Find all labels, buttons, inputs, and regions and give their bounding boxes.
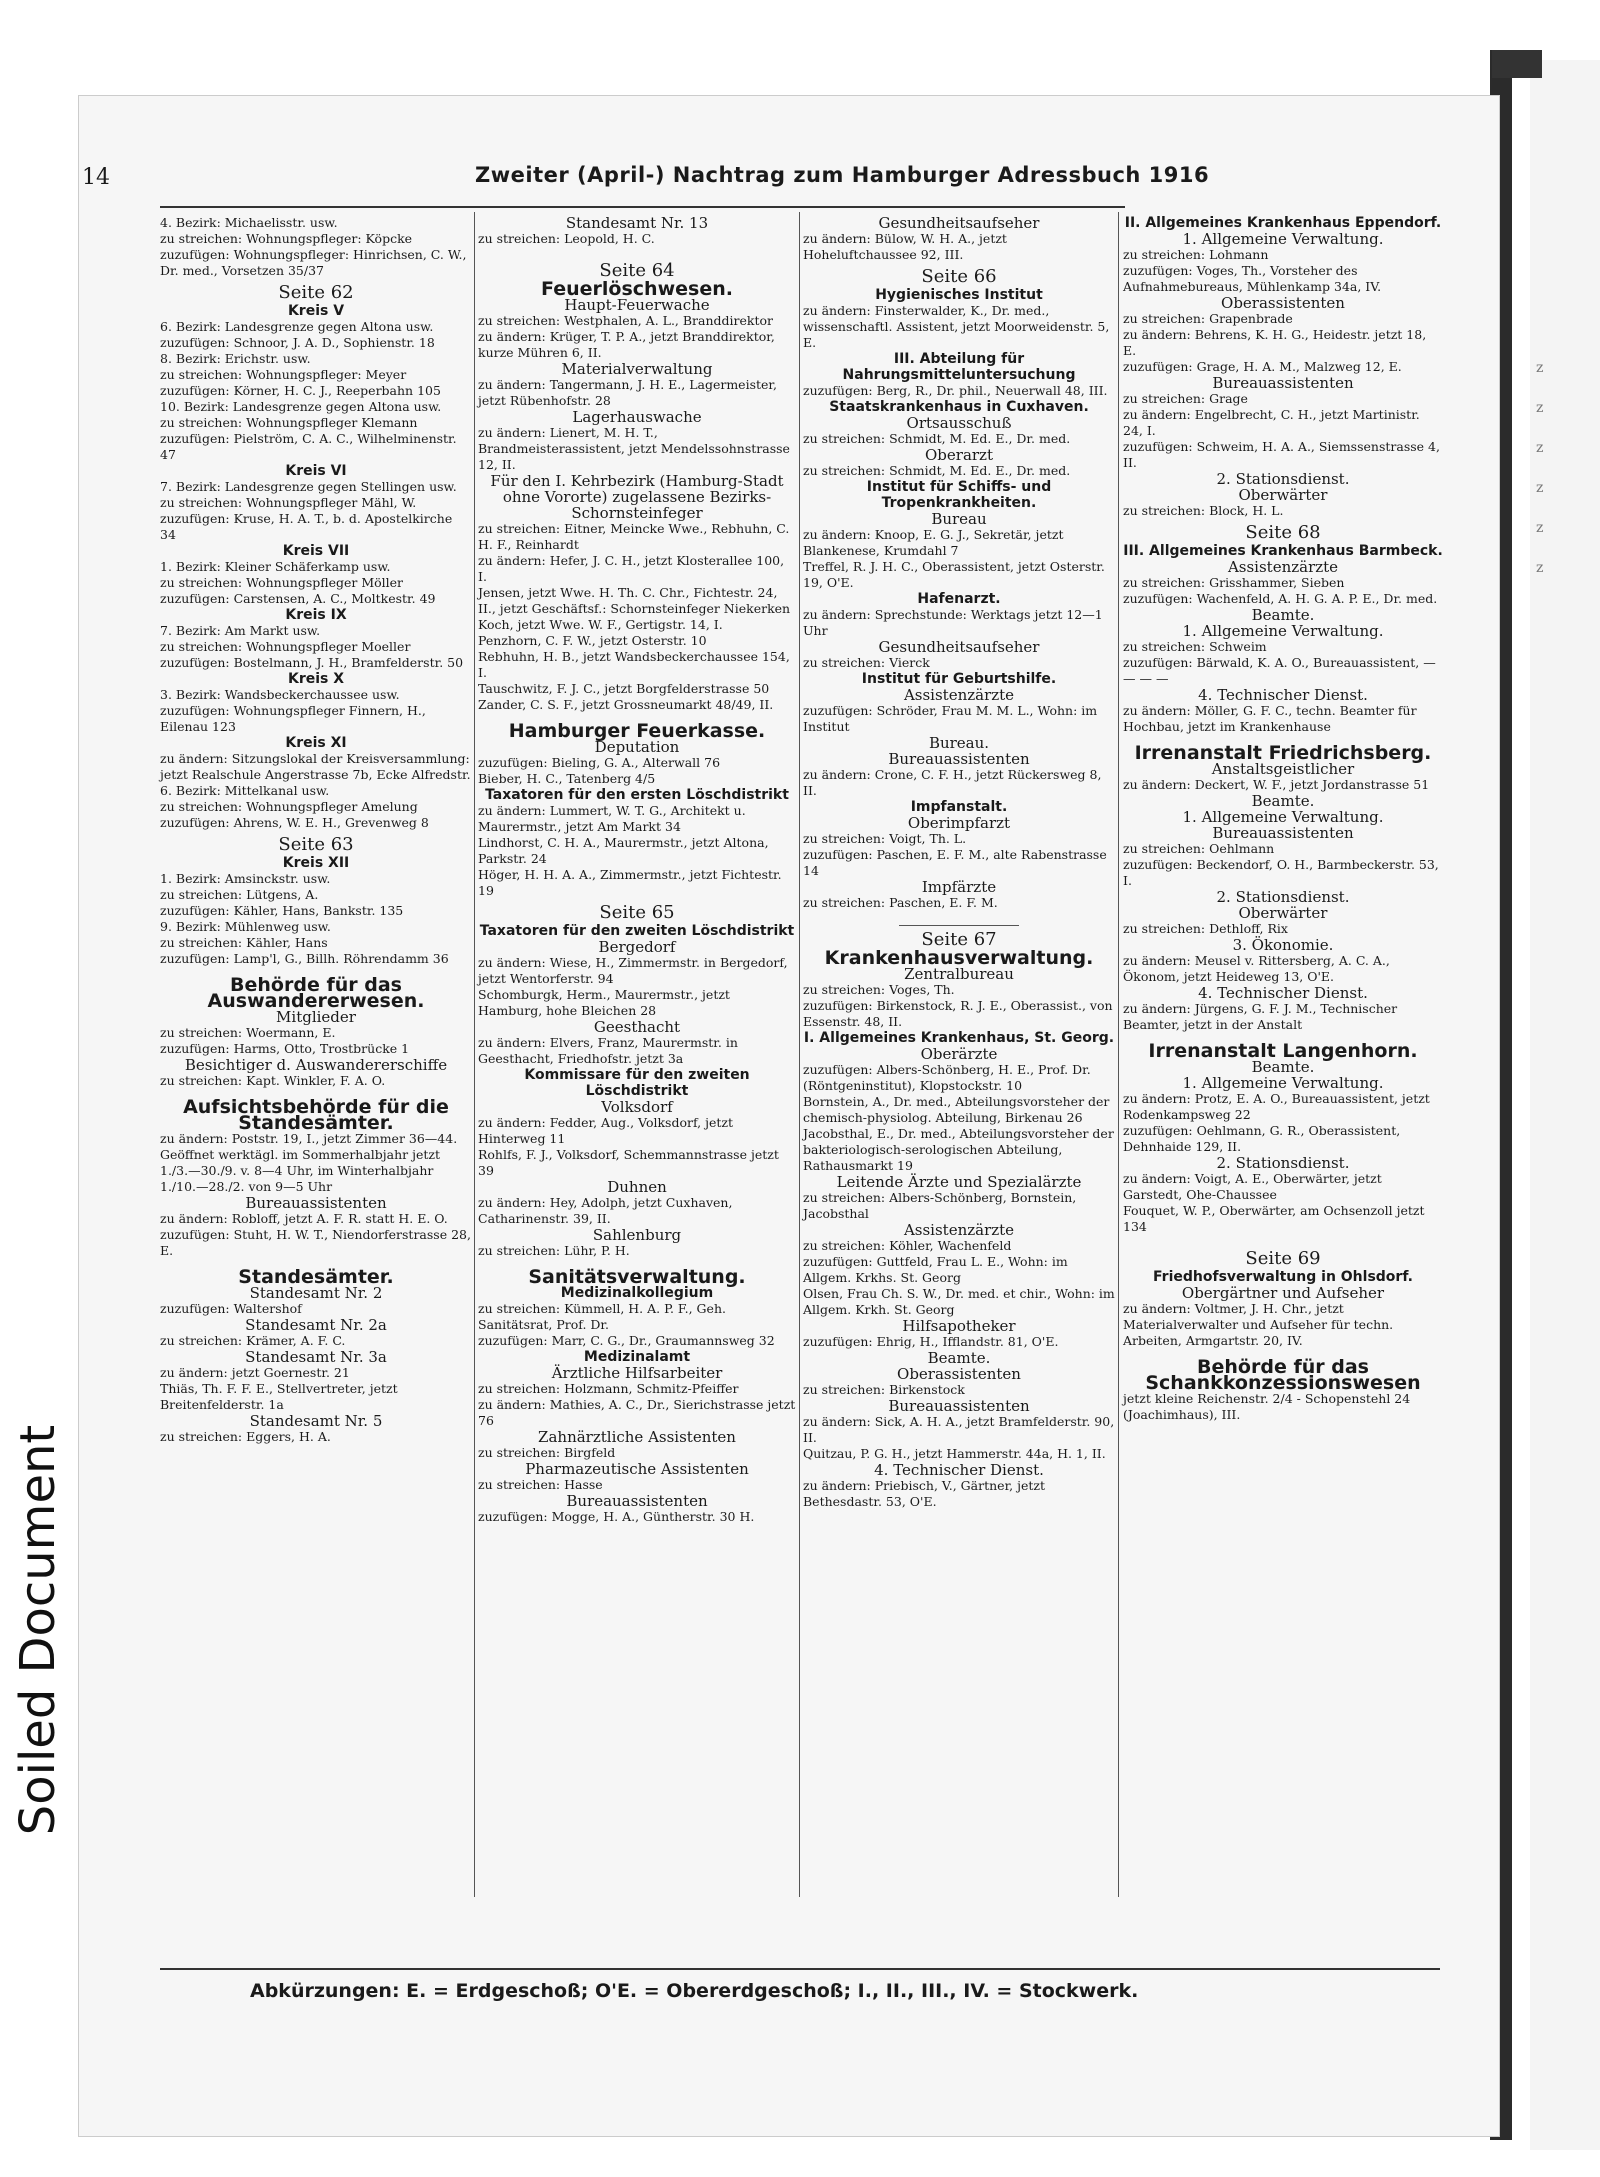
column-3 xyxy=(803,215,1115,1510)
centered-heading: Ortsausschuß xyxy=(906,414,1012,432)
entry-line: zu streichen: Wohnungspfleger Amelung xyxy=(160,799,418,814)
column-1 xyxy=(160,215,472,1445)
adjacent-page-fragment: z xyxy=(1536,480,1544,496)
centered-heading: Assistenzärzte xyxy=(1227,558,1339,576)
entry-line: zuzufügen: Bieling, G. A., Alterwall 76 xyxy=(478,755,721,770)
entry-line: zuzufügen: Kähler, Hans, Bankstr. 135 xyxy=(160,903,404,918)
entry-line: zu streichen: Albers-Schönberg, Bornstein, Jacobsthal xyxy=(803,1190,1077,1221)
subsection-heading: III. Abteilung für Nahrungsmitteluntersuchung xyxy=(842,351,1076,383)
entry-line: zu ändern: Wiese, H., Zimmermstr. in Bergedorf, jetzt Wentorferstr. 94 xyxy=(478,955,788,986)
entry-line: zu ändern: Lummert, W. T. G., Architekt u. Maurermstr., jetzt Am Markt 34 xyxy=(478,803,746,834)
entry-line: zuzufügen: Oehlmann, G. R., Oberassistent, Dehnhaide 129, II. xyxy=(1123,1123,1401,1154)
column-divider xyxy=(1118,212,1119,1897)
entry-line: zuzufügen: Ehrig, H., Ifflandstr. 81, O'E. xyxy=(803,1334,1059,1349)
entry-line: zuzufügen: Wohnungspfleger: Hinrichsen, C. W., Dr. med., Vorsetzen 35/37 xyxy=(160,247,467,278)
adjacent-page-fragment: z xyxy=(1536,440,1544,456)
centered-heading: Besichtiger d. Auswandererschiffe xyxy=(184,1056,448,1074)
entry-line: zu streichen: Wohnungspfleger Möller xyxy=(160,575,404,590)
entry-line: zu ändern: Mathies, A. C., Dr., Sierichstrasse jetzt 76 xyxy=(478,1397,796,1428)
entry-line: zu ändern: Meusel v. Rittersberg, A. C. A., Ökonom, jetzt Heideweg 13, O'E. xyxy=(1123,953,1390,984)
entry-line: zuzufügen: Wachenfeld, A. H. G. A. P. E., Dr. med. xyxy=(1123,591,1438,606)
entry-line: zuzufügen: Schnoor, J. A. D., Sophienstr. 18 xyxy=(160,335,435,350)
section-heading: Behörde für das Schankkonzessionswesen xyxy=(1145,1356,1421,1394)
centered-heading: Oberärzte xyxy=(920,1045,998,1063)
centered-heading: Bureauassistenten xyxy=(566,1492,708,1510)
entry-line: zuzufügen: Wohnungspfleger Finnern, H., Eilenau 123 xyxy=(160,703,426,734)
entry-line: zuzufügen: Marr, C. G., Dr., Graumannsweg 32 xyxy=(478,1333,775,1348)
centered-heading: Materialverwaltung xyxy=(561,360,713,378)
entry-line: zuzufügen: Bärwald, K. A. O., Bureauassistent, — — — — xyxy=(1123,655,1436,686)
entry-line: zu streichen: Wohnungspfleger Klemann xyxy=(160,415,418,430)
entry-line: Olsen, Frau Ch. S. W., Dr. med. et chir., Wohn: im Allgem. Krkh. St. Georg xyxy=(803,1286,1115,1317)
centered-heading: Assistenzärzte xyxy=(903,1221,1015,1239)
subsection-heading: Institut für Schiffs- und Tropenkrankheiten. xyxy=(866,479,1052,511)
centered-heading: Oberarzt xyxy=(925,446,993,464)
entry-line: zu streichen: Paschen, E. F. M. xyxy=(803,895,998,910)
centered-heading: Haupt-Feuerwache xyxy=(564,296,710,314)
entry-line: zu ändern: Poststr. 19, I., jetzt Zimmer 36—44. Geöffnet werktägl. im Sommerhalbjahr jetzt 1./3.—30./9. v. 8—4 Uhr, im Winterhalbjahr 1./10.—28./2. von 9—5 Uhr xyxy=(160,1131,458,1194)
subsection-heading: Taxatoren für den zweiten Löschdistrikt xyxy=(479,923,795,939)
centered-heading: Bureauassistenten xyxy=(1212,824,1354,842)
subsection-heading: Friedhofsverwaltung in Ohlsdorf. xyxy=(1153,1269,1413,1285)
entry-line: Penzhorn, C. F. W., jetzt Osterstr. 10 xyxy=(478,633,707,648)
entry-line: zuzufügen: Ahrens, W. E. H., Grevenweg 8 xyxy=(160,815,429,830)
entry-line: Lindhorst, C. H. A., Maurermstr., jetzt Altona, Parkstr. 24 xyxy=(478,835,769,866)
entry-line: Thiäs, Th. F. F. E., Stellvertreter, jetzt Breitenfelderstr. 1a xyxy=(160,1381,398,1412)
entry-line: zuzufügen: Schweim, H. A. A., Siemssenstrasse 4, II. xyxy=(1123,439,1440,470)
centered-heading: Standesamt Nr. 2 xyxy=(249,1284,383,1302)
centered-heading: Beamte. xyxy=(1251,606,1315,624)
entry-line: zu ändern: Lienert, M. H. T., Brandmeisterassistent, jetzt Mendelssohnstrasse 12, II. xyxy=(478,425,790,472)
entry-line: zu streichen: Schmidt, M. Ed. E., Dr. med. xyxy=(803,463,1071,478)
subsection-heading: III. Allgemeines Krankenhaus Barmbeck. xyxy=(1123,543,1443,559)
centered-heading: Zahnärztliche Assistenten xyxy=(538,1428,736,1446)
section-heading: Standesämter. xyxy=(238,1266,394,1288)
entry-line: zuzufügen: Albers-Schönberg, H. E., Prof. Dr. (Röntgeninstitut), Klopstockstr. 10 xyxy=(803,1062,1091,1093)
centered-heading: Bureauassistenten xyxy=(1212,374,1354,392)
centered-heading: Assistenzärzte xyxy=(903,686,1015,704)
entry-line: 1. Bezirk: Kleiner Schäferkamp usw. xyxy=(160,559,391,574)
entry-line: 3. Bezirk: Wandsbeckerchaussee usw. xyxy=(160,687,400,702)
section-page-heading: Seite 62 xyxy=(278,282,354,303)
entry-line: zu streichen: Wohnungspfleger: Köpcke xyxy=(160,231,413,246)
entry-line: zu streichen: Hasse xyxy=(478,1477,603,1492)
entry-line: zuzufügen: Bostelmann, J. H., Bramfelderstr. 50 xyxy=(160,655,464,670)
entry-line: zu streichen: Leopold, H. C. xyxy=(478,231,655,246)
entry-line: zu streichen: Grisshammer, Sieben xyxy=(1123,575,1345,590)
centered-heading: Für den I. Kehrbezirk (Hamburg-Stadt ohne Vororte) zugelassene Bezirks-Schornsteinfeger xyxy=(490,472,784,522)
centered-heading: Standesamt Nr. 13 xyxy=(565,214,709,232)
section-heading: Hamburger Feuerkasse. xyxy=(508,720,766,742)
subsection-heading: Hafenarzt. xyxy=(917,591,1001,607)
entry-line: Jensen, jetzt Wwe. H. Th. C. Chr., Fichtestr. 24, II., jetzt Geschäftsf.: Schornsteinfeger Niekerken xyxy=(478,585,791,616)
centered-heading: Ärztliche Hilfsarbeiter xyxy=(551,1364,723,1382)
centered-heading: Oberwärter xyxy=(1238,486,1328,504)
entry-line: zu ändern: Fedder, Aug., Volksdorf, jetzt Hinterweg 11 xyxy=(478,1115,733,1146)
entry-line: Quitzau, P. G. H., jetzt Hammerstr. 44a, H. 1, II. xyxy=(803,1446,1106,1461)
entry-line: Bornstein, A., Dr. med., Abteilungsvorsteher der chemisch-physiolog. Abteilung, Birkenau 26 xyxy=(803,1094,1110,1125)
entry-line: Jacobsthal, E., Dr. med., Abteilungsvorsteher der bakteriologisch-serologischen Abteilung, Rathausmarkt 19 xyxy=(803,1126,1114,1173)
centered-heading: 4. Technischer Dienst. xyxy=(874,1461,1044,1479)
entry-line: zu streichen: Oehlmann xyxy=(1123,841,1275,856)
centered-heading: Obergärtner und Aufseher xyxy=(1181,1284,1385,1302)
subsection-heading: Hygienisches Institut xyxy=(875,287,1043,303)
centered-heading: Gesundheitsaufseher xyxy=(878,638,1040,656)
entry-line: zu streichen: Lohmann xyxy=(1123,247,1269,262)
entry-line: 4. Bezirk: Michaelisstr. usw. xyxy=(160,215,338,230)
entry-line: zu ändern: Engelbrecht, C. H., jetzt Martinistr. 24, I. xyxy=(1123,407,1420,438)
entry-line: zu streichen: Westphalen, A. L., Branddirektor xyxy=(478,313,773,328)
entry-line: zuzufügen: Pielström, C. A. C., Wilhelminenstr. 47 xyxy=(160,431,457,462)
entry-line: zu ändern: Hey, Adolph, jetzt Cuxhaven, Catharinenstr. 39, II. xyxy=(478,1195,733,1226)
entry-line: zu ändern: Elvers, Franz, Maurermstr. in Geesthacht, Friedhofstr. jetzt 3a xyxy=(478,1035,738,1066)
entry-line: zuzufügen: Schröder, Frau M. M. L., Wohn: im Institut xyxy=(803,703,1098,734)
spacer xyxy=(478,247,796,257)
entry-line: zu ändern: Sick, A. H. A., jetzt Bramfelderstr. 90, II. xyxy=(803,1414,1115,1445)
centered-heading: Bureauassistenten xyxy=(245,1194,387,1212)
centered-heading: 2. Stationsdienst. xyxy=(1216,470,1350,488)
entry-line: 6. Bezirk: Landesgrenze gegen Altona usw. xyxy=(160,319,434,334)
adjacent-page-fragment: z xyxy=(1536,560,1544,576)
entry-line: zu ändern: Jürgens, G. F. J. M., Technischer Beamter, jetzt in der Anstalt xyxy=(1123,1001,1398,1032)
column-divider xyxy=(474,212,475,1897)
entry-line: Treffel, R. J. H. C., Oberassistent, jetzt Osterstr. 19, O'E. xyxy=(803,559,1105,590)
entry-line: zu ändern: Behrens, K. H. G., Heidestr. jetzt 18, E. xyxy=(1123,327,1427,358)
entry-line: zu streichen: Lühr, P. H. xyxy=(478,1243,630,1258)
entry-line: 1. Bezirk: Amsinckstr. usw. xyxy=(160,871,331,886)
entry-line: zu ändern: Crone, C. F. H., jetzt Rückersweg 8, II. xyxy=(803,767,1102,798)
centered-heading: 4. Technischer Dienst. xyxy=(1198,984,1368,1002)
subsection-heading: Kommissare für den zweiten Löschdistrikt xyxy=(524,1067,750,1099)
entry-line: zu streichen: Krämer, A. F. C. xyxy=(160,1333,346,1348)
centered-heading: Deputation xyxy=(594,738,680,756)
page-number: 14 xyxy=(82,165,110,190)
section-page-heading: Seite 65 xyxy=(599,902,675,923)
entry-line: zuzufügen: Berg, R., Dr. phil., Neuerwall 48, III. xyxy=(803,383,1108,398)
subsection-heading: Kreis IX xyxy=(285,607,347,623)
centered-heading: 2. Stationsdienst. xyxy=(1216,888,1350,906)
centered-heading: 4. Technischer Dienst. xyxy=(1198,686,1368,704)
adjacent-page-fragment: z xyxy=(1536,360,1544,376)
subsection-heading: Taxatoren für den ersten Löschdistrikt xyxy=(485,787,789,803)
header-rule xyxy=(160,206,1125,208)
entry-line: zuzufügen: Körner, H. C. J., Reeperbahn 105 xyxy=(160,383,441,398)
centered-heading: Zentralbureau xyxy=(904,965,1014,983)
scan-binding-shadow-top xyxy=(1492,50,1542,78)
entry-line: zuzufügen: Mogge, H. A., Güntherstr. 30 H. xyxy=(478,1509,755,1524)
subsection-heading: Kreis VII xyxy=(282,543,350,559)
centered-heading: Beamte. xyxy=(1251,1058,1315,1076)
entry-line: 9. Bezirk: Mühlenweg usw. xyxy=(160,919,331,934)
centered-heading: 1. Allgemeine Verwaltung. xyxy=(1182,1074,1384,1092)
section-page-heading: Seite 64 xyxy=(599,260,675,281)
centered-heading: Standesamt Nr. 2a xyxy=(245,1316,387,1334)
entry-line: zu streichen: Voigt, Th. L. xyxy=(803,831,967,846)
entry-line: zuzufügen: Beckendorf, O. H., Barmbeckerstr. 53, I. xyxy=(1123,857,1439,888)
section-heading: Irrenanstalt Langenhorn. xyxy=(1148,1040,1418,1062)
column-4 xyxy=(1123,215,1443,1423)
centered-heading: Oberassistenten xyxy=(897,1365,1021,1383)
section-page-heading: Seite 66 xyxy=(921,266,997,287)
entry-line: zu streichen: Köhler, Wachenfeld xyxy=(803,1238,1012,1253)
entry-line: zuzufügen: Guttfeld, Frau L. E., Wohn: im Allgem. Krkhs. St. Georg xyxy=(803,1254,1068,1285)
entry-line: zuzufügen: Harms, Otto, Trostbrücke 1 xyxy=(160,1041,410,1056)
subsection-heading: Kreis XII xyxy=(282,855,350,871)
entry-line: zuzufügen: Voges, Th., Vorsteher des Aufnahmebureaus, Mühlenkamp 34a, IV. xyxy=(1123,263,1382,294)
section-heading: Aufsichtsbehörde für die Standesämter. xyxy=(183,1096,449,1134)
section-heading: Krankenhausverwaltung. xyxy=(824,947,1094,969)
column-divider xyxy=(799,212,800,1897)
entry-line: zuzufügen: Carstensen, A. C., Moltkestr. 49 xyxy=(160,591,436,606)
entry-line: zu streichen: Kümmell, H. A. P. F., Geh. Sanitätsrat, Prof. Dr. xyxy=(478,1301,726,1332)
section-page-heading: Seite 63 xyxy=(278,834,354,855)
centered-heading: Standesamt Nr. 3a xyxy=(245,1348,387,1366)
centered-heading: Standesamt Nr. 5 xyxy=(249,1412,383,1430)
entry-line: zuzufügen: Paschen, E. F. M., alte Rabenstrasse 14 xyxy=(803,847,1107,878)
centered-heading: Gesundheitsaufseher xyxy=(878,214,1040,232)
entry-line: 6. Bezirk: Mittelkanal usw. xyxy=(160,783,330,798)
centered-heading: 2. Stationsdienst. xyxy=(1216,1154,1350,1172)
entry-line: zu streichen: Wohnungspfleger Mähl, W. xyxy=(160,495,417,510)
entry-line: zu ändern: Bülow, W. H. A., jetzt Hoheluftchaussee 92, III. xyxy=(803,231,1007,262)
centered-heading: Geesthacht xyxy=(593,1018,681,1036)
centered-heading: Oberimpfarzt xyxy=(907,814,1011,832)
entry-line: zu ändern: Protz, E. A. O., Bureauassistent, jetzt Rodenkampsweg 22 xyxy=(1123,1091,1430,1122)
entry-line: Rebhuhn, H. B., jetzt Wandsbeckerchaussee 154, I. xyxy=(478,649,790,680)
entry-line: zu ändern: Krüger, T. P. A., jetzt Branddirektor, kurze Mühren 6, II. xyxy=(478,329,775,360)
entry-line: Schomburgk, Herm., Maurermstr., jetzt Hamburg, hohe Bleichen 28 xyxy=(478,987,730,1018)
entry-line: zu ändern: Sprechstunde: Werktags jetzt 12—1 Uhr xyxy=(803,607,1103,638)
section-heading: Sanitätsverwaltung. xyxy=(528,1266,746,1288)
column-2 xyxy=(478,215,796,1525)
subsection-heading: Kreis XI xyxy=(285,735,347,751)
entry-line: zuzufügen: Stuht, H. W. T., Niendorferstrasse 28, E. xyxy=(160,1227,471,1258)
centered-heading: Hilfsapotheker xyxy=(902,1317,1016,1335)
entry-line: zuzufügen: Waltershof xyxy=(160,1301,302,1316)
entry-line: zu ändern: Hefer, J. C. H., jetzt Klosterallee 100, I. xyxy=(478,553,785,584)
section-page-heading: Seite 69 xyxy=(1245,1248,1321,1269)
centered-heading: Oberassistenten xyxy=(1221,294,1345,312)
entry-line: zuzufügen: Lamp'l, G., Billh. Röhrendamm 36 xyxy=(160,951,449,966)
entry-line: zu streichen: Kähler, Hans xyxy=(160,935,328,950)
centered-heading: Beamte. xyxy=(1251,792,1315,810)
centered-heading: Bureauassistenten xyxy=(888,1397,1030,1415)
subsection-heading: I. Allgemeines Krankenhaus, St. Georg. xyxy=(803,1030,1115,1046)
entry-line: zu streichen: Birkenstock xyxy=(803,1382,965,1397)
subsection-heading: Institut für Geburtshilfe. xyxy=(861,671,1057,687)
entry-line: zu streichen: Grage xyxy=(1123,391,1248,406)
entry-line: Koch, jetzt Wwe. W. F., Gertigstr. 14, I. xyxy=(478,617,723,632)
subsection-heading: Staatskrankenhaus in Cuxhaven. xyxy=(829,399,1089,415)
entry-line: zu streichen: Schweim xyxy=(1123,639,1267,654)
entry-line: Bieber, H. C., Tatenberg 4/5 xyxy=(478,771,656,786)
entry-line: 10. Bezirk: Landesgrenze gegen Altona usw. xyxy=(160,399,442,414)
centered-heading: Anstaltsgeistlicher xyxy=(1211,760,1355,778)
entry-line: zu streichen: Holzmann, Schmitz-Pfeiffer xyxy=(478,1381,739,1396)
entry-line: zuzufügen: Grage, H. A. M., Malzweg 12, E. xyxy=(1123,359,1402,374)
section-page-heading: Seite 68 xyxy=(1245,522,1321,543)
entry-line: zu streichen: Lütgens, A. xyxy=(160,887,319,902)
entry-line: zu ändern: Voltmer, J. H. Chr., jetzt Materialverwalter und Aufseher für techn. Arbeiten, Armgartstr. 20, IV. xyxy=(1123,1301,1394,1348)
entry-line: Zander, C. S. F., jetzt Grossneumarkt 48/49, II. xyxy=(478,697,774,712)
entry-line: Fouquet, W. P., Oberwärter, am Ochsenzoll jetzt 134 xyxy=(1123,1203,1425,1234)
entry-line: jetzt kleine Reichenstr. 2/4 - Schopenstehl 24 (Joachimhaus), III. xyxy=(1123,1391,1411,1422)
centered-heading: Bureau. xyxy=(928,734,990,752)
entry-line: zu streichen: Block, H. L. xyxy=(1123,503,1284,518)
centered-heading: Beamte. xyxy=(927,1349,991,1367)
entry-line: 8. Bezirk: Erichstr. usw. xyxy=(160,351,311,366)
subsection-heading: Medizinalkollegium xyxy=(560,1285,714,1301)
entry-line: 7. Bezirk: Landesgrenze gegen Stellingen usw. xyxy=(160,479,457,494)
entry-line: zuzufügen: Kruse, H. A. T., b. d. Apostelkirche 34 xyxy=(160,511,453,542)
section-heading: Irrenanstalt Friedrichsberg. xyxy=(1134,742,1432,764)
entry-line: zu streichen: Birgfeld xyxy=(478,1445,616,1460)
centered-heading: Lagerhauswache xyxy=(572,408,702,426)
entry-line: zu ändern: Deckert, W. F., jetzt Jordanstrasse 51 xyxy=(1123,777,1430,792)
entry-line: zu streichen: Grapenbrade xyxy=(1123,311,1293,326)
centered-heading: Mitglieder xyxy=(276,1008,356,1026)
centered-heading: Sahlenburg xyxy=(592,1226,682,1244)
entry-line: zu ändern: Möller, G. F. C., techn. Beamter für Hochbau, jetzt im Krankenhause xyxy=(1123,703,1417,734)
entry-line: zuzufügen: Birkenstock, R. J. E., Oberassist., von Essenstr. 48, II. xyxy=(803,998,1113,1029)
entry-line: Höger, H. H. A. A., Zimmermstr., jetzt Fichtestr. 19 xyxy=(478,867,782,898)
subsection-heading: II. Allgemeines Krankenhaus Eppendorf. xyxy=(1124,215,1442,231)
entry-line: zu ändern: Priebisch, V., Gärtner, jetzt Bethesdastr. 53, O'E. xyxy=(803,1478,1046,1509)
entry-line: zu streichen: Kapt. Winkler, F. A. O. xyxy=(160,1073,386,1088)
footer-rule xyxy=(160,1968,1440,1970)
soiled-document-label: Soiled Document xyxy=(10,1424,66,1836)
subsection-heading: Kreis VI xyxy=(285,463,347,479)
entry-line: zu ändern: Finsterwalder, K., Dr. med., wissenschaftl. Assistent, jetzt Moorweidenstr. 5, E. xyxy=(803,303,1110,350)
centered-heading: Bureau xyxy=(931,510,987,528)
adjacent-page-fragment: z xyxy=(1536,400,1544,416)
entry-line: zu streichen: Woermann, E. xyxy=(160,1025,336,1040)
entry-line: 7. Bezirk: Am Markt usw. xyxy=(160,623,321,638)
section-page-heading: Seite 67 xyxy=(921,929,997,950)
entry-line: zu ändern: Knoop, E. G. J., Sekretär, jetzt Blankenese, Krumdahl 7 xyxy=(803,527,1064,558)
entry-line: zu streichen: Schmidt, M. Ed. E., Dr. med. xyxy=(803,431,1071,446)
centered-heading: Bergedorf xyxy=(598,938,676,956)
section-heading: Feuerlöschwesen. xyxy=(541,278,733,300)
entry-line: zu ändern: Tangermann, J. H. E., Lagermeister, jetzt Rübenhofstr. 28 xyxy=(478,377,777,408)
entry-line: zu ändern: Robloff, jetzt A. F. R. statt H. E. O. xyxy=(160,1211,448,1226)
spacer xyxy=(1123,1235,1443,1245)
entry-line: zu streichen: Wohnungspfleger: Meyer xyxy=(160,367,407,382)
centered-heading: Duhnen xyxy=(607,1178,667,1196)
centered-heading: 1. Allgemeine Verwaltung. xyxy=(1182,622,1384,640)
section-heading: Behörde für das Auswandererwesen. xyxy=(207,974,425,1012)
centered-heading: Oberwärter xyxy=(1238,904,1328,922)
entry-line: zu streichen: Wohnungspfleger Moeller xyxy=(160,639,411,654)
adjacent-page-edge xyxy=(1530,60,1600,2150)
entry-line: Rohlfs, F. J., Volksdorf, Schemmannstrasse jetzt 39 xyxy=(478,1147,779,1178)
entry-line: zu ändern: jetzt Goernestr. 21 xyxy=(160,1365,350,1380)
centered-heading: 1. Allgemeine Verwaltung. xyxy=(1182,808,1384,826)
centered-heading: 1. Allgemeine Verwaltung. xyxy=(1182,230,1384,248)
entry-line: zu streichen: Dethloff, Rix xyxy=(1123,921,1288,936)
centered-heading: Pharmazeutische Assistenten xyxy=(525,1460,749,1478)
entry-line: zu ändern: Voigt, A. E., Oberwärter, jetzt Garstedt, Ohe-Chaussee xyxy=(1123,1171,1382,1202)
subsection-heading: Medizinalamt xyxy=(583,1349,691,1365)
centered-heading: Leitende Ärzte und Spezialärzte xyxy=(836,1173,1082,1191)
separator-rule xyxy=(899,925,1019,926)
entry-line: zu streichen: Eitner, Meincke Wwe., Rebhuhn, C. H. F., Reinhardt xyxy=(478,521,790,552)
entry-line: zu streichen: Vierck xyxy=(803,655,930,670)
subsection-heading: Impfanstalt. xyxy=(910,799,1008,815)
subsection-heading: Kreis X xyxy=(287,671,345,687)
entry-line: zu ändern: Sitzungslokal der Kreisversammlung: jetzt Realschule Angerstrasse 7b, Ecke Alfredstr. xyxy=(160,751,471,782)
subsection-heading: Kreis V xyxy=(287,303,345,319)
centered-heading: 3. Ökonomie. xyxy=(1232,936,1334,954)
centered-heading: Bureauassistenten xyxy=(888,750,1030,768)
entry-line: Tauschwitz, F. J. C., jetzt Borgfelderstrasse 50 xyxy=(478,681,770,696)
abbreviations-footer: Abkürzungen: E. = Erdgeschoß; O'E. = Obererdgeschoß; I., II., III., IV. = Stockwerk. xyxy=(250,1980,1139,2002)
adjacent-page-fragment: z xyxy=(1536,520,1544,536)
entry-line: zu streichen: Eggers, H. A. xyxy=(160,1429,331,1444)
entry-line: zu streichen: Voges, Th. xyxy=(803,982,955,997)
centered-heading: Volksdorf xyxy=(601,1098,673,1116)
centered-heading: Impfärzte xyxy=(921,878,997,896)
page-title: Zweiter (April-) Nachtrag zum Hamburger Adressbuch 1916 xyxy=(475,163,1210,187)
